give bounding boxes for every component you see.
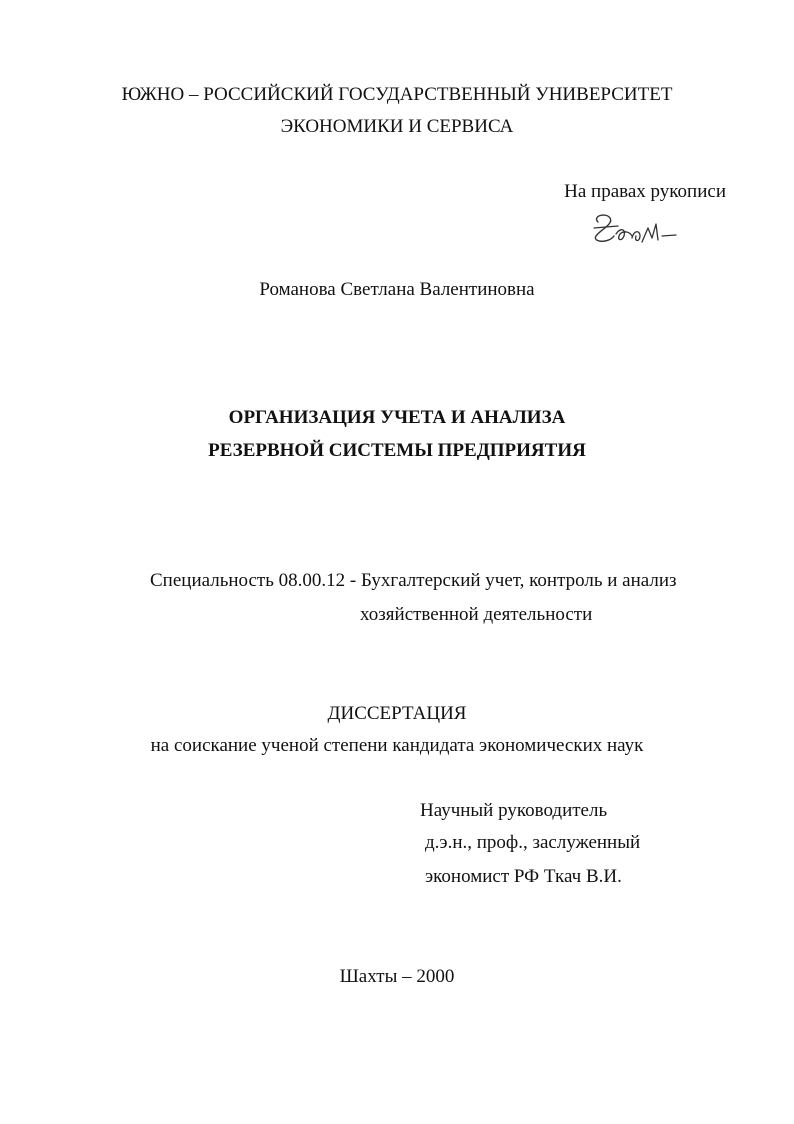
supervisor-label: Научный руководитель <box>420 800 608 821</box>
supervisor-credentials: д.э.н., проф., заслуженный <box>425 832 641 853</box>
title-line2: РЕЗЕРВНОЙ СИСТЕМЫ ПРЕДПРИЯТИЯ <box>208 440 586 461</box>
handwritten-signature <box>588 208 688 252</box>
document-type-label: ДИССЕРТАЦИЯ <box>327 703 467 724</box>
university-name-line2: ЭКОНОМИКИ И СЕРВИСА <box>280 116 514 137</box>
university-name-line1: ЮЖНО – РОССИЙСКИЙ ГОСУДАРСТВЕННЫЙ УНИВЕРСИТЕТ <box>121 84 673 105</box>
supervisor-name: экономист РФ Ткач В.И. <box>425 866 622 887</box>
place-year: Шахты – 2000 <box>339 966 455 987</box>
title-line1: ОРГАНИЗАЦИЯ УЧЕТА И АНАЛИЗА <box>228 407 566 428</box>
manuscript-note: На правах рукописи <box>564 181 726 202</box>
specialty-line1: Специальность 08.00.12 - Бухгалтерский учет, контроль и анализ <box>150 570 677 591</box>
author-name: Романова Светлана Валентиновна <box>259 279 535 300</box>
specialty-line2: хозяйственной деятельности <box>360 604 593 625</box>
degree-purpose: на соискание ученой степени кандидата экономических наук <box>150 735 644 756</box>
